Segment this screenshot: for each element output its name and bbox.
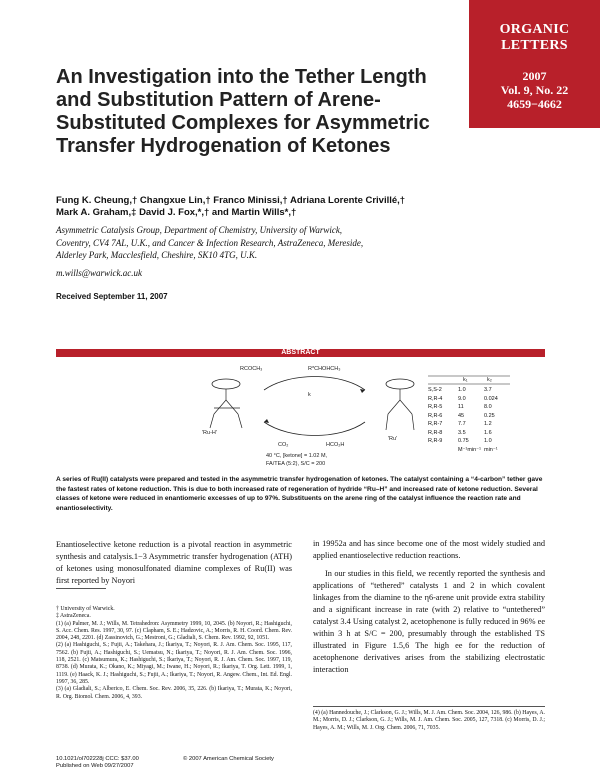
- table-header-k2: k₂: [487, 377, 492, 383]
- rate-table-k1: 7.7: [458, 421, 466, 427]
- rate-table-k2: 8.0: [484, 404, 492, 410]
- scheme-reagent: RCOCH₃: [240, 366, 263, 372]
- rate-table-k2: min⁻¹: [484, 446, 498, 453]
- footnote-divider-left: [56, 588, 106, 589]
- rate-table-k1: 45: [458, 412, 465, 419]
- right-column-continuation: in 19952a and has since become one of the most widely studied and applied enantioselective reduction reactions.: [313, 539, 545, 560]
- footer-copyright: © 2007 American Chemical Society: [183, 756, 274, 762]
- rate-table-k2: 1.6: [484, 429, 492, 436]
- rate-table-row: [428, 413, 518, 422]
- journal-volume: Vol. 9, No. 22: [500, 83, 569, 97]
- table-header-k1: k₁: [463, 377, 468, 383]
- affiliation-line-1: Asymmetric Catalysis Group, Department of Chemistry, University of Warwick,: [56, 225, 343, 235]
- contact-email[interactable]: m.wills@warwick.ac.uk: [56, 268, 143, 278]
- footnote-affil-1: † University of Warwick.: [56, 606, 115, 612]
- rate-table: [428, 387, 518, 455]
- rate-table-k2: 1.0: [484, 438, 492, 444]
- footnote-ref-1: (1) (a) Palmer, M. J.; Wills, M. Tetrahedron: Asymmetry 1999, 10, 2045. (b) Noyori, R.; Hashiguchi, S. Acc. Chem. Res. 1997, 30, 97. (c) Clapham, S. E.; Hadzovic, A.; Morris, R. H. Coord. Chem. Rev. 2004, 248, 2201. (d) Zassinovich, G.; Mestroni, G.; Gladiali, S. Chem. Rev. 1992, 92, 1051.: [56, 620, 292, 642]
- journal-name-line2: LETTERS: [501, 38, 568, 53]
- affiliation-line-2: Coventry, CV4 7AL, U.K., and Cancer & Infection Research, AstraZeneca, Mereside,: [56, 237, 364, 248]
- footnote-ref-2: (2) (a) Hashiguchi, S.; Fujii, A.; Takehara, J.; Ikariya, T.; Noyori, R. J. Am. Chem. Soc. 1995, 117, 7562. (b) Fujii, A.; Hashiguchi, S.; Uematsu, N.; Ikariya, T.; Noyori, R. J. Am. Chem. Soc. 1996, 118, 2521. (c) Matsumura, K.; Hashiguchi, S.; Ikariya, T.; Noyori, R. J. Am. Chem. Soc. 1997, 119, 8738. (d) Murata, K.; Okano, K.; Miyagi, M.; Iwane, H.; Noyori, R.; Ikariya, T. Org. Lett. 1999, 1, 1119. (e) Haack, K. J.; Hashiguchi, S.; Fujii, A.; Ikariya, T.; Noyori, R. Angew. Chem., Int. Ed. Engl. 1997, 36, 285.: [56, 642, 292, 685]
- author-list: [56, 195, 476, 219]
- rate-table-row: [428, 387, 518, 396]
- footnotes-left: [56, 606, 292, 701]
- rate-table-row: [428, 421, 518, 430]
- right-column-paragraph: In our studies in this field, we recently reported the synthesis and applications of “tethered” catalysts 1 and 2 in which covalent linkages from the diamine to the η6-arene unit provide extra stability and a significant increase in rate (with 2) relative to “untethered” catalyst 3.4 Using catalyst 2, acetophenone is fully reduced in 96% ee within 3 h at S/C = 200, presumably through the established TS illustrated in Figure 1.5,6 The high ee for the reduction of acetophenone derivatives arises from the stabilizing electrostatic interaction: [313, 569, 546, 674]
- scheme-product: R*CHOHCH₃: [308, 366, 341, 372]
- rate-table-k1: 1.0: [458, 387, 466, 393]
- rate-table-row: [428, 404, 518, 413]
- rate-table-k2: 3.7: [484, 387, 492, 393]
- footnote-ref-3: (3) (a) Gladiali, S.; Alberico, E. Chem. Soc. Rev. 2006, 35, 226. (b) Ikariya, T.; Murata, K.; Noyori, R. Org. Biomol. Chem. 2006, 4, 393.: [56, 686, 292, 700]
- rate-table-cfg: R,R-4: [428, 395, 443, 402]
- rate-table-cfg: R,R-9: [428, 438, 443, 444]
- rate-table-k2: 0.024: [484, 395, 498, 402]
- rate-table-cfg: R,R-5: [428, 404, 443, 410]
- journal-pages: 4659−4662: [507, 97, 562, 111]
- affiliation-line-3: Alderley Park, Macclesfield, Cheshire, SK10 4TG, U.K.: [56, 250, 258, 260]
- rate-table-cfg: S,S-2: [428, 387, 442, 393]
- scheme-conditions-1: 40 °C, [ketone] = 1.02 M,: [266, 453, 328, 459]
- rate-table-k1: 11: [458, 404, 464, 410]
- rate-table-row: [428, 447, 518, 456]
- journal-year: 2007: [522, 69, 547, 83]
- rate-table-k2: 0.25: [484, 412, 495, 419]
- rate-table-k2: 1.2: [484, 421, 492, 427]
- rate-table-k1: 3.5: [458, 429, 466, 436]
- received-date: Received September 11, 2007: [56, 292, 168, 301]
- rate-table-row: [428, 396, 518, 405]
- scheme-k: k: [308, 392, 311, 398]
- scheme-co2: CO₂: [278, 442, 289, 448]
- journal-name-line1: ORGANIC: [499, 22, 570, 37]
- footer-doi: [56, 756, 139, 770]
- authors-line-2: Mark A. Graham,‡ David J. Fox,*,† and Martin Wills*,†: [56, 207, 297, 218]
- rate-table-k1: 0.75: [458, 438, 469, 444]
- abstract-scheme: [200, 362, 520, 470]
- rate-table-k1: 9.0: [458, 395, 466, 402]
- intro-paragraph: Enantioselective ketone reduction is a pivotal reaction in asymmetric synthesis and catalysis.1−3 Asymmetric transfer hydrogenation (ATH) of ketones using monosulfonated diamine complexes of Ru(II) was first reported by Noyori: [56, 540, 292, 585]
- rate-table-k1: M⁻¹min⁻¹: [458, 446, 481, 453]
- article-title: An Investigation into the Tether Length and Substitution Pattern of Arene-Substituted Complexes for Asymmetric Transfer Hydrogenation of Ketones: [56, 66, 430, 157]
- rate-table-cfg: R,R-6: [428, 412, 443, 419]
- scheme-conditions-2: FA/TEA (5:2), S/C = 200: [266, 461, 326, 467]
- footnote-affil-2: ‡ AstraZeneca.: [56, 613, 91, 620]
- journal-badge: [469, 0, 600, 128]
- rate-table-row: [428, 438, 518, 447]
- abstract-heading: ABSTRACT: [56, 349, 545, 357]
- rate-table-cfg: R,R-8: [428, 429, 443, 436]
- footnote-divider-right: [313, 706, 545, 707]
- affiliation: [56, 224, 476, 262]
- abstract-text: A series of Ru(II) catalysts were prepared and tested in the asymmetric transfer hydrogenation of ketones. The catalyst containing a “4-carbon” tether gave the fastest rates of ketone reduction. This is due to both increased rate of regeneration of hydride “Ru–H” and increased rate of ketone reduction. Several classes of ketone were reduced in enantiomeric excesses of up to 97%. Substituents on the arene ring of the catalyst influence the reaction rate and enantioselectivity.: [56, 476, 543, 512]
- authors-line-1: Fung K. Cheung,† Changxue Lin,† Franco Minissi,† Adriana Lorente Crivillé,†: [56, 195, 406, 206]
- rate-table-cfg: R,R-7: [428, 421, 443, 427]
- rate-table-row: [428, 430, 518, 439]
- scheme-left-label: 'Ru-H': [202, 430, 217, 436]
- published-line: Published on Web 09/27/2007: [56, 763, 134, 769]
- footnote-ref-4: (4) (a) Hannedouche, J.; Clarkson, G. J.; Wills, M. J. Am. Chem. Soc. 2004, 126, 986. (b) Hayes, A. M.; Morris, D. J.; Clarkson, G. J.; Wills, M. J. Am. Chem. Soc. 2005, 127, 7318. (c) Morris, D. J.; Hayes, A. M.; Wills, M. J. Org. Chem. 2006, 71, 7035.: [313, 710, 545, 731]
- doi-line: 10.1021/ol702228j CCC: $37.00: [56, 756, 139, 762]
- scheme-right-label: 'Ru': [388, 436, 398, 442]
- scheme-hcooh: HCO₂H: [326, 442, 345, 448]
